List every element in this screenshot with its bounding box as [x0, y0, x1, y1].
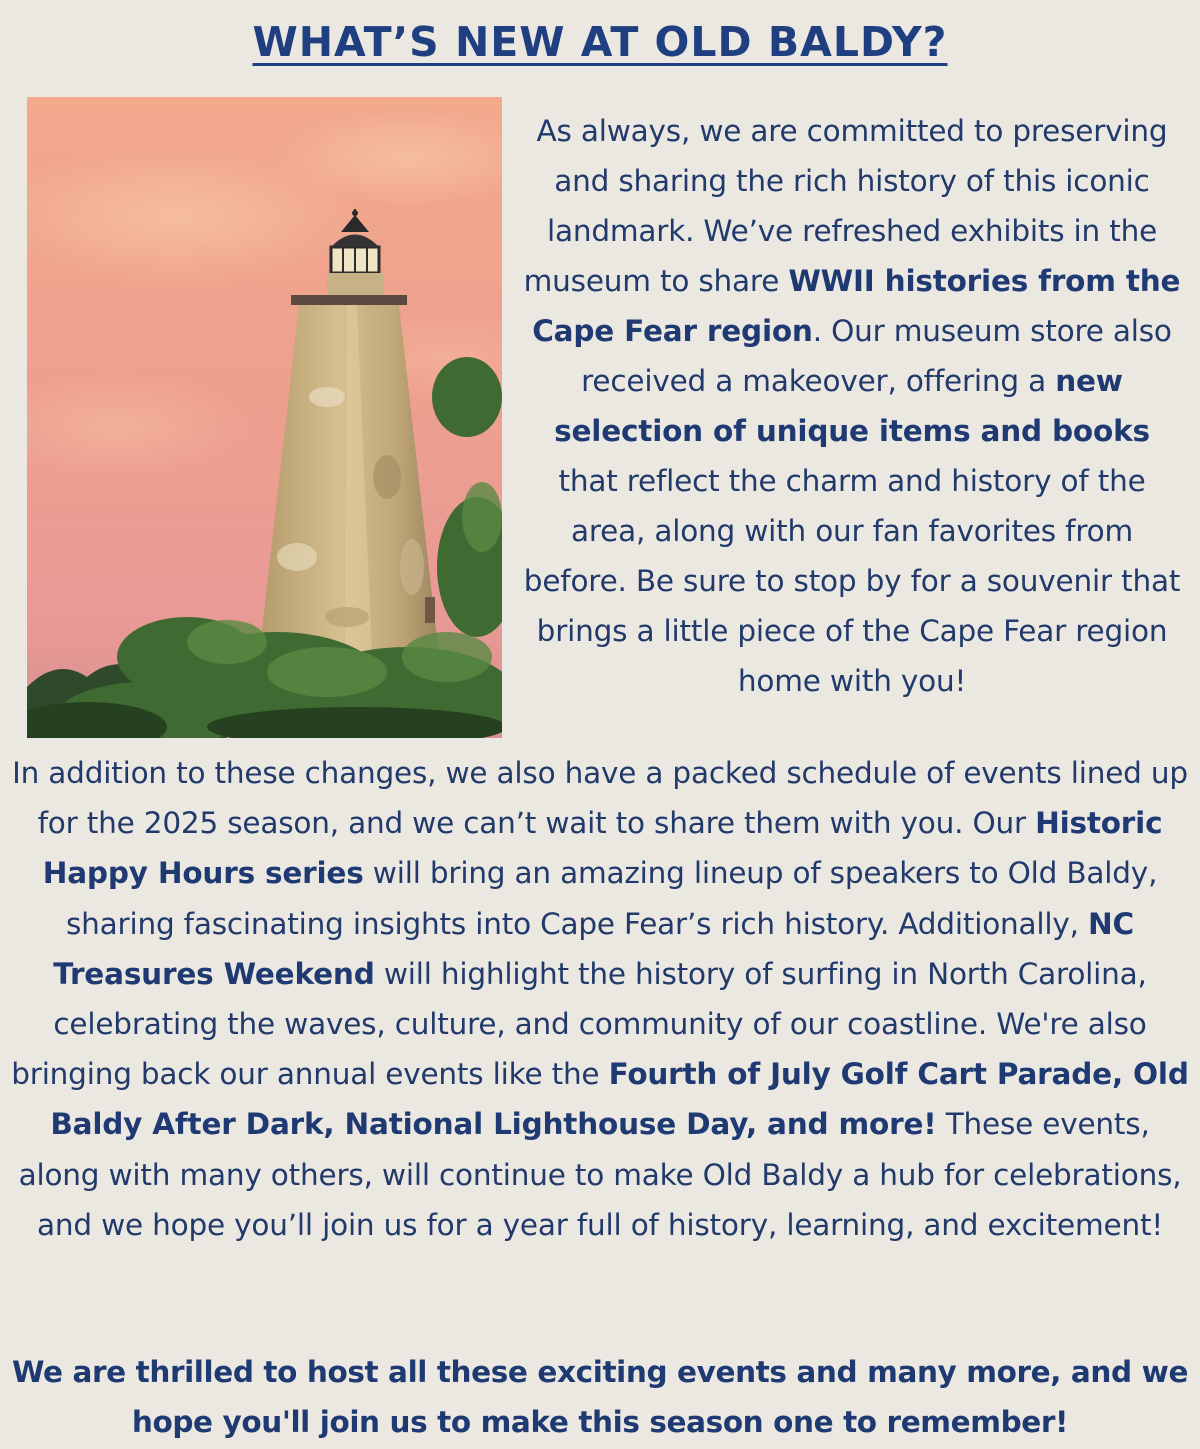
- events-text-4: These events, along with many others, will continue to make Old Baldy a hub for celebrations, and we hope you’ll join us for a year full of history, learning, and excitement!: [18, 1107, 1182, 1242]
- closing-statement: We are thrilled to host all these exciting events and many more, and we hope you'll join us to make this season one to remember!: [11, 1355, 1189, 1439]
- intro-text-1: As always, we are committed to preserving and sharing the rich history of this iconic landmark. We’ve refreshed exhibits in the museum to share: [523, 114, 1168, 298]
- events-text-3: will highlight the history of surfing in North Carolina, celebrating the waves, culture, and community of our coastline. We're also bringing back our annual events like the: [11, 956, 1147, 1092]
- intro-bold-store: new selection of unique items and books: [554, 364, 1150, 448]
- intro-text-3: that reflect the charm and history of the area, along with our fan favorites from before. Be sure to stop by for a souvenir that brings a little piece of the Cape Fear region home with you!: [523, 464, 1181, 698]
- intro-text-2: . Our museum store also received a makeover, offering a: [581, 314, 1172, 398]
- events-bold-happy-hours: Historic Happy Hours series: [42, 806, 1163, 891]
- events-bold-nc-treasures: NC Treasures Weekend: [53, 906, 1134, 991]
- events-text-2: will bring an amazing lineup of speakers to Old Baldy, sharing fascinating insights into Cape Fear’s rich history. Additionally,: [66, 856, 1158, 941]
- events-text-1: In addition to these changes, we also have a packed schedule of events lined up for the 2025 season, and we can’t wait to share them with you. Our: [12, 756, 1188, 841]
- events-bold-annual: Fourth of July Golf Cart Parade, Old Baldy After Dark, National Lighthouse Day, and more!: [50, 1057, 1189, 1142]
- lighthouse-photo: [27, 97, 502, 738]
- lighthouse-illustration: [27, 97, 502, 738]
- page-title: WHAT’S NEW AT OLD BALDY?: [252, 18, 948, 66]
- events-paragraph: [10, 748, 1190, 1250]
- intro-paragraph: [522, 106, 1182, 706]
- intro-bold-wwii: WWII histories from the Cape Fear region: [532, 264, 1181, 348]
